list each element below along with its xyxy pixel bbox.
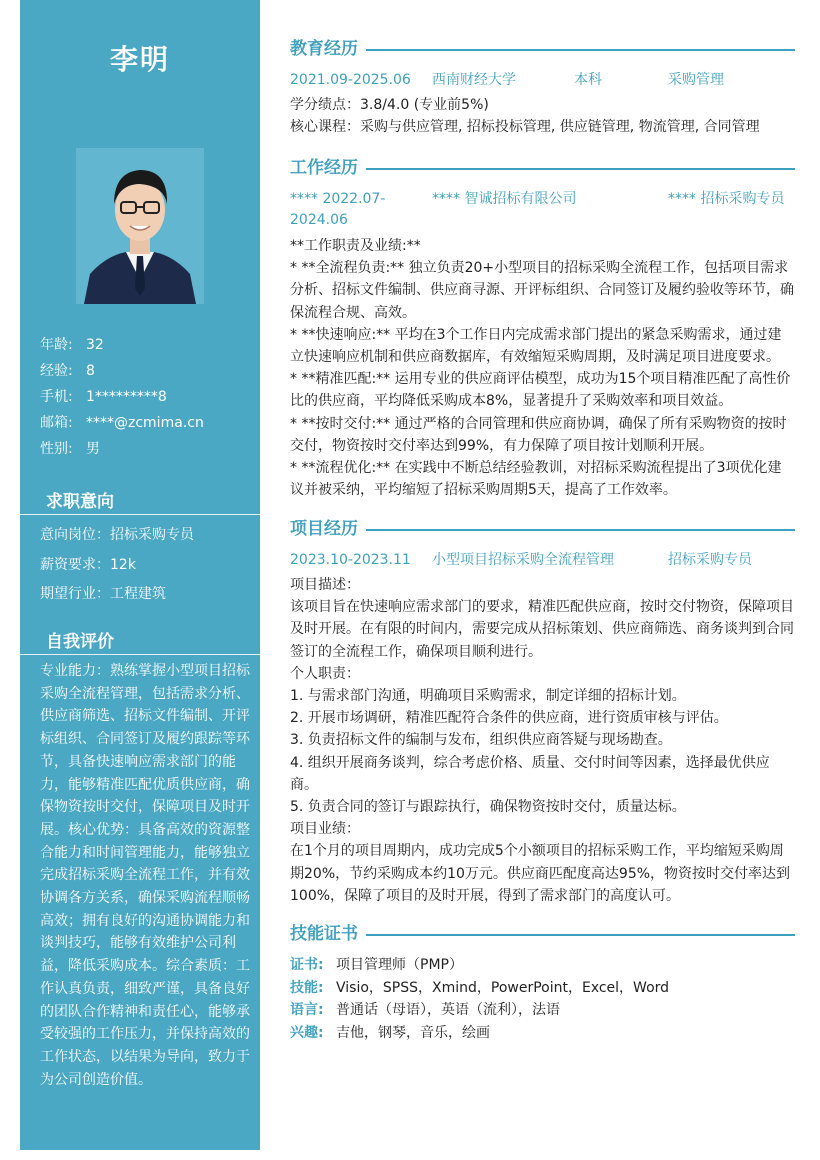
self-eval-title: 自我评价 (46, 632, 114, 652)
project-line: 个人职责： (290, 665, 360, 682)
work-role: **** 招标采购专员 (668, 191, 785, 207)
info-experience: 经验: 8 (40, 363, 95, 379)
project-line: 在1个月的项目周期内，成功完成5个小额项目的招标采购工作，平均缩短采购周期20%，节约采购成本约10万元。供应商匹配度高达95%，物资按时交付率达到100%，保障了项目的及时开展，得到了需求部门的高度认可。 (290, 843, 791, 904)
intent-title: 求职意向 (46, 492, 114, 512)
work-header (290, 157, 795, 179)
education-title: 教育经历 (290, 38, 366, 60)
project-period: 2023.10-2023.11 (290, 552, 411, 568)
basic-info (40, 335, 204, 465)
work-line: * **精准匹配:** 运用专业的供应商评估模型，成功为15个项目精准匹配了高性价比的供应商，平均降低采购成本8%，显著提升了采购效率和项目效益。 (290, 371, 791, 410)
education-details (290, 94, 795, 138)
info-email: 邮箱: ****@zcmima.cn (40, 415, 204, 431)
work-period: **** 2022.07- 2024.06 (290, 191, 386, 228)
education-gpa: 学分绩点：3.8/4.0 (专业前5%) (290, 97, 489, 113)
education-major: 采购管理 (668, 72, 724, 88)
education-courses: 核心课程：采购与供应管理, 招标投标管理, 供应链管理, 物流管理, 合同管理 (290, 119, 760, 136)
skill-languages: 语言: 普通话（母语），英语（流利），法语 (290, 1002, 560, 1018)
intent-salary: 薪资要求：12k (40, 556, 136, 573)
project-line: 该项目旨在快速响应需求部门的要求，精准匹配供应商，按时交付物资，保障项目及时开展。在有限的时间内，需要完成从招标策划、供应商筛选、商务谈判到合同签订的全流程工作，确保项目顺利进行。 (290, 599, 794, 660)
skill-interests: 兴趣: 吉他，钢琴，音乐，绘画 (290, 1024, 490, 1041)
work-line: * **快速响应:** 平均在3个工作日内完成需求部门提出的紧急采购需求，通过建立快速响应机制和供应商数据库，有效缩短采购周期，及时满足项目进度要求。 (290, 326, 782, 366)
divider (20, 514, 260, 515)
project-line: 5. 负责合同的签订与跟踪执行，确保物资按时交付，质量达标。 (290, 799, 686, 816)
skill-certificate: 证书: 项目管理师（PMP） (290, 957, 463, 973)
project-line: 1. 与需求部门沟通，明确项目采购需求，制定详细的招标计划。 (290, 688, 686, 705)
education-degree: 本科 (574, 72, 602, 88)
work-line: **工作职责及业绩:** (290, 238, 421, 254)
project-name: 小型项目招标采购全流程管理 (432, 552, 614, 568)
project-line: 4. 组织开展商务谈判，综合考虑价格、质量、交付时间等因素，选择最优供应商。 (290, 754, 770, 793)
skills-list (290, 955, 669, 1045)
project-line: 项目描述： (290, 577, 360, 593)
work-details (290, 235, 795, 501)
divider (20, 654, 260, 655)
skills-header (290, 923, 795, 945)
project-line: 2. 开展市场调研，精准匹配符合条件的供应商，进行资质审核与评估。 (290, 710, 728, 727)
info-gender: 性别: 男 (40, 441, 100, 457)
education-school: 西南财经大学 (432, 72, 516, 88)
education-header (290, 38, 795, 60)
project-role: 招标采购专员 (668, 552, 752, 568)
work-line: * **全流程负责:** 独立负责20+小型项目的招标采购全流程工作，包括项目需求分析、招标文件编制、供应商寻源、开评标组织、合同签订及履约验收等环节，确保流程合规、高效。 (290, 260, 794, 321)
project-details (290, 574, 795, 907)
project-title: 项目经历 (290, 518, 366, 540)
education-period: 2021.09-2025.06 (290, 72, 411, 88)
project-line: 项目业绩： (290, 821, 360, 838)
work-company: **** 智诚招标有限公司 (432, 191, 577, 207)
intent-list (40, 525, 194, 614)
self-eval-text: 专业能力：熟练掌握小型项目招标采购全流程管理，包括需求分析、供应商筛选、招标文件编制、开评标组织、合同签订及履约跟踪等环节，具备快速响应需求部门的能力，能够精准匹配优质供应商，确保物资按时交付，保障项目及时开展。核心优势：具备高效的资源整合能力和时间管理能力，能够独立完成招标采购全流程工作，并有效协调各方关系，确保采购流程顺畅高效；拥有良好的沟通协调能力和谈判技巧，能够有效维护公司利益，降低采购成本。综合素质：工作认真负责，细致严谨，具备良好的团队合作精神和责任心，能够承受较强的工作压力，并保持高效的工作状态，以结果为导向，致力于为公司创造价值。 (40, 663, 250, 1088)
intent-position: 意向岗位：招标采购专员 (40, 527, 194, 543)
skills-title: 技能证书 (290, 923, 366, 945)
candidate-name: 李明 (109, 43, 170, 76)
skill-tools: 技能: Visio，SPSS，Xmind，PowerPoint，Excel，Word (290, 979, 670, 996)
project-header (290, 518, 795, 540)
info-age: 年龄: 32 (40, 337, 104, 353)
work-line: * **流程优化:** 在实践中不断总结经验教训，对招标采购流程提出了3项优化建议并被采纳，平均缩短了招标采购周期5天，提高了工作效率。 (290, 460, 782, 499)
profile-photo (76, 148, 204, 304)
intent-industry: 期望行业：工程建筑 (40, 586, 166, 602)
project-line: 3. 负责招标文件的编制与发布，组织供应商答疑与现场勘查。 (290, 732, 672, 749)
work-title: 工作经历 (290, 157, 366, 179)
work-line: * **按时交付:** 通过严格的合同管理和供应商协调，确保了所有采购物资的按时交付，物资按时交付率达到99%，有力保障了项目按计划顺利开展。 (290, 415, 787, 454)
sidebar (20, 0, 260, 1150)
info-phone: 手机: 1*********8 (40, 389, 167, 405)
